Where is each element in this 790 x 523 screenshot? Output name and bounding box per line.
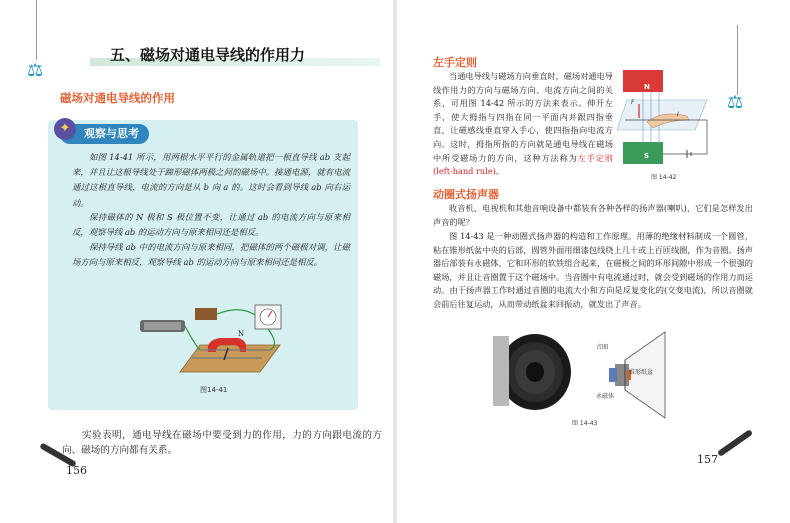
left-hand-rule-paragraph (433, 70, 613, 179)
balance-scale-icon: ⚖ (27, 60, 44, 81)
figure-14-41-caption: 图14-41 (200, 386, 228, 394)
decorative-line (36, 0, 37, 60)
left-hand-rule-end: 。 (495, 166, 505, 177)
conclusion-paragraph: 实验表明，通电导线在磁场中要受到力的作用，力的方向跟电流的方向、磁场的方向都有关系。 (62, 430, 382, 456)
fig43-label-coil: 音圈 (596, 344, 609, 351)
figure-14-43-caption: 图 14-43 (572, 420, 598, 427)
decorative-line (737, 25, 738, 95)
pen-icon (717, 429, 753, 457)
box-paragraph-2: 保持磁体的 N 极和 S 极位置不变，让通过 ab 的电流方向与原来相反，观察导线 ab 的运动方向与原来相同还是相反。 (72, 212, 350, 238)
subsection-heading: 磁场对通电导线的作用 (60, 91, 175, 105)
section-title: 五、磁场对通电导线的作用力 (110, 46, 306, 64)
fig42-label-i: I (677, 111, 679, 118)
telescope-icon: ✦ (54, 118, 76, 140)
speaker-intro-paragraph: 收音机、电视机和其他音响设备中都装有各种各样的扬声器(喇叭)，它们是怎样发出声音的呢？ (433, 203, 753, 227)
figure-14-41-apparatus (130, 300, 300, 380)
page-number: 157 (697, 453, 718, 466)
speaker-description-paragraph: 图 14-43 是一种动圈式扬声器的构造和工作原理。用薄的绝缘材料制成一个圆管，粘在锥形纸盆中央的后部，圆管外面用细漆包线绕上几十或上百匝线圈，作为音圈。扬声器后部装有永磁体，它和环形的软铁组合起来，在磁极之间的环形间隙中形成一个很强的磁场，并且让音圈置于这个磁场中。当音圈中有电流通过时，就会受到磁场的作用力而运动。由于扬声器工作时通过音圈的电流大小和方向是反复变化的(交变电流)，所以音圈就会前后往复运动，从而带动纸盆来回振动，就发出了声音。 (433, 231, 753, 309)
svg-text:N: N (238, 330, 245, 338)
speaker-heading: 动圈式扬声器 (433, 188, 499, 201)
fig42-label-s: S (644, 152, 650, 160)
fig42-label-n: N (644, 83, 650, 91)
figure-14-42-diagram (617, 70, 717, 165)
left-hand-rule-text: 当通电导线与磁场方向垂直时，磁场对通电导线作用力的方向与磁场方向、电流方向之间的关系，可用图 14-42 所示的方法来表示。伸开左手，使大拇指与四指在同一平面内并跟四指垂直，让磁感线垂直穿入手心，使四指指向电流方向。这时，拇指所指的方向就是通电导线在磁场中所受磁场力的方向，这种方法称为 (433, 71, 613, 163)
left-hand-rule-term: 左手定则(left-hand rule) (433, 152, 613, 177)
page-number: 156 (66, 464, 87, 477)
fig43-label-cone: 锥形纸盆 (629, 369, 654, 376)
balance-scale-icon: ⚖ (727, 92, 744, 113)
figure-14-42-caption: 图 14-42 (651, 174, 677, 181)
box-paragraph-3: 保持导线 ab 中的电流方向与原来相同，把磁体的两个磁极对调，让磁场方向与原来相反，观察导线 ab 的运动方向与原来相同还是相反。 (72, 242, 350, 268)
speaker-photo (493, 330, 573, 412)
box-paragraph-1: 如图 14-41 所示，用两根水平平行的金属轨道把一根直导线 ab 支起来，并且让这根导线处于蹄形磁体两极之间的磁场中。接通电源，就有电流通过这根直导线，电流的方向是从 b 向 a 的。这时会看到导线 ab 向右运动。 (72, 152, 350, 208)
fig43-label-magnet: 永磁体 (596, 393, 615, 400)
fig42-label-f: F (631, 99, 635, 106)
left-hand-rule-heading: 左手定则 (433, 56, 477, 69)
observe-think-tab: 观察与思考 (60, 124, 149, 144)
page-157 (395, 0, 790, 523)
